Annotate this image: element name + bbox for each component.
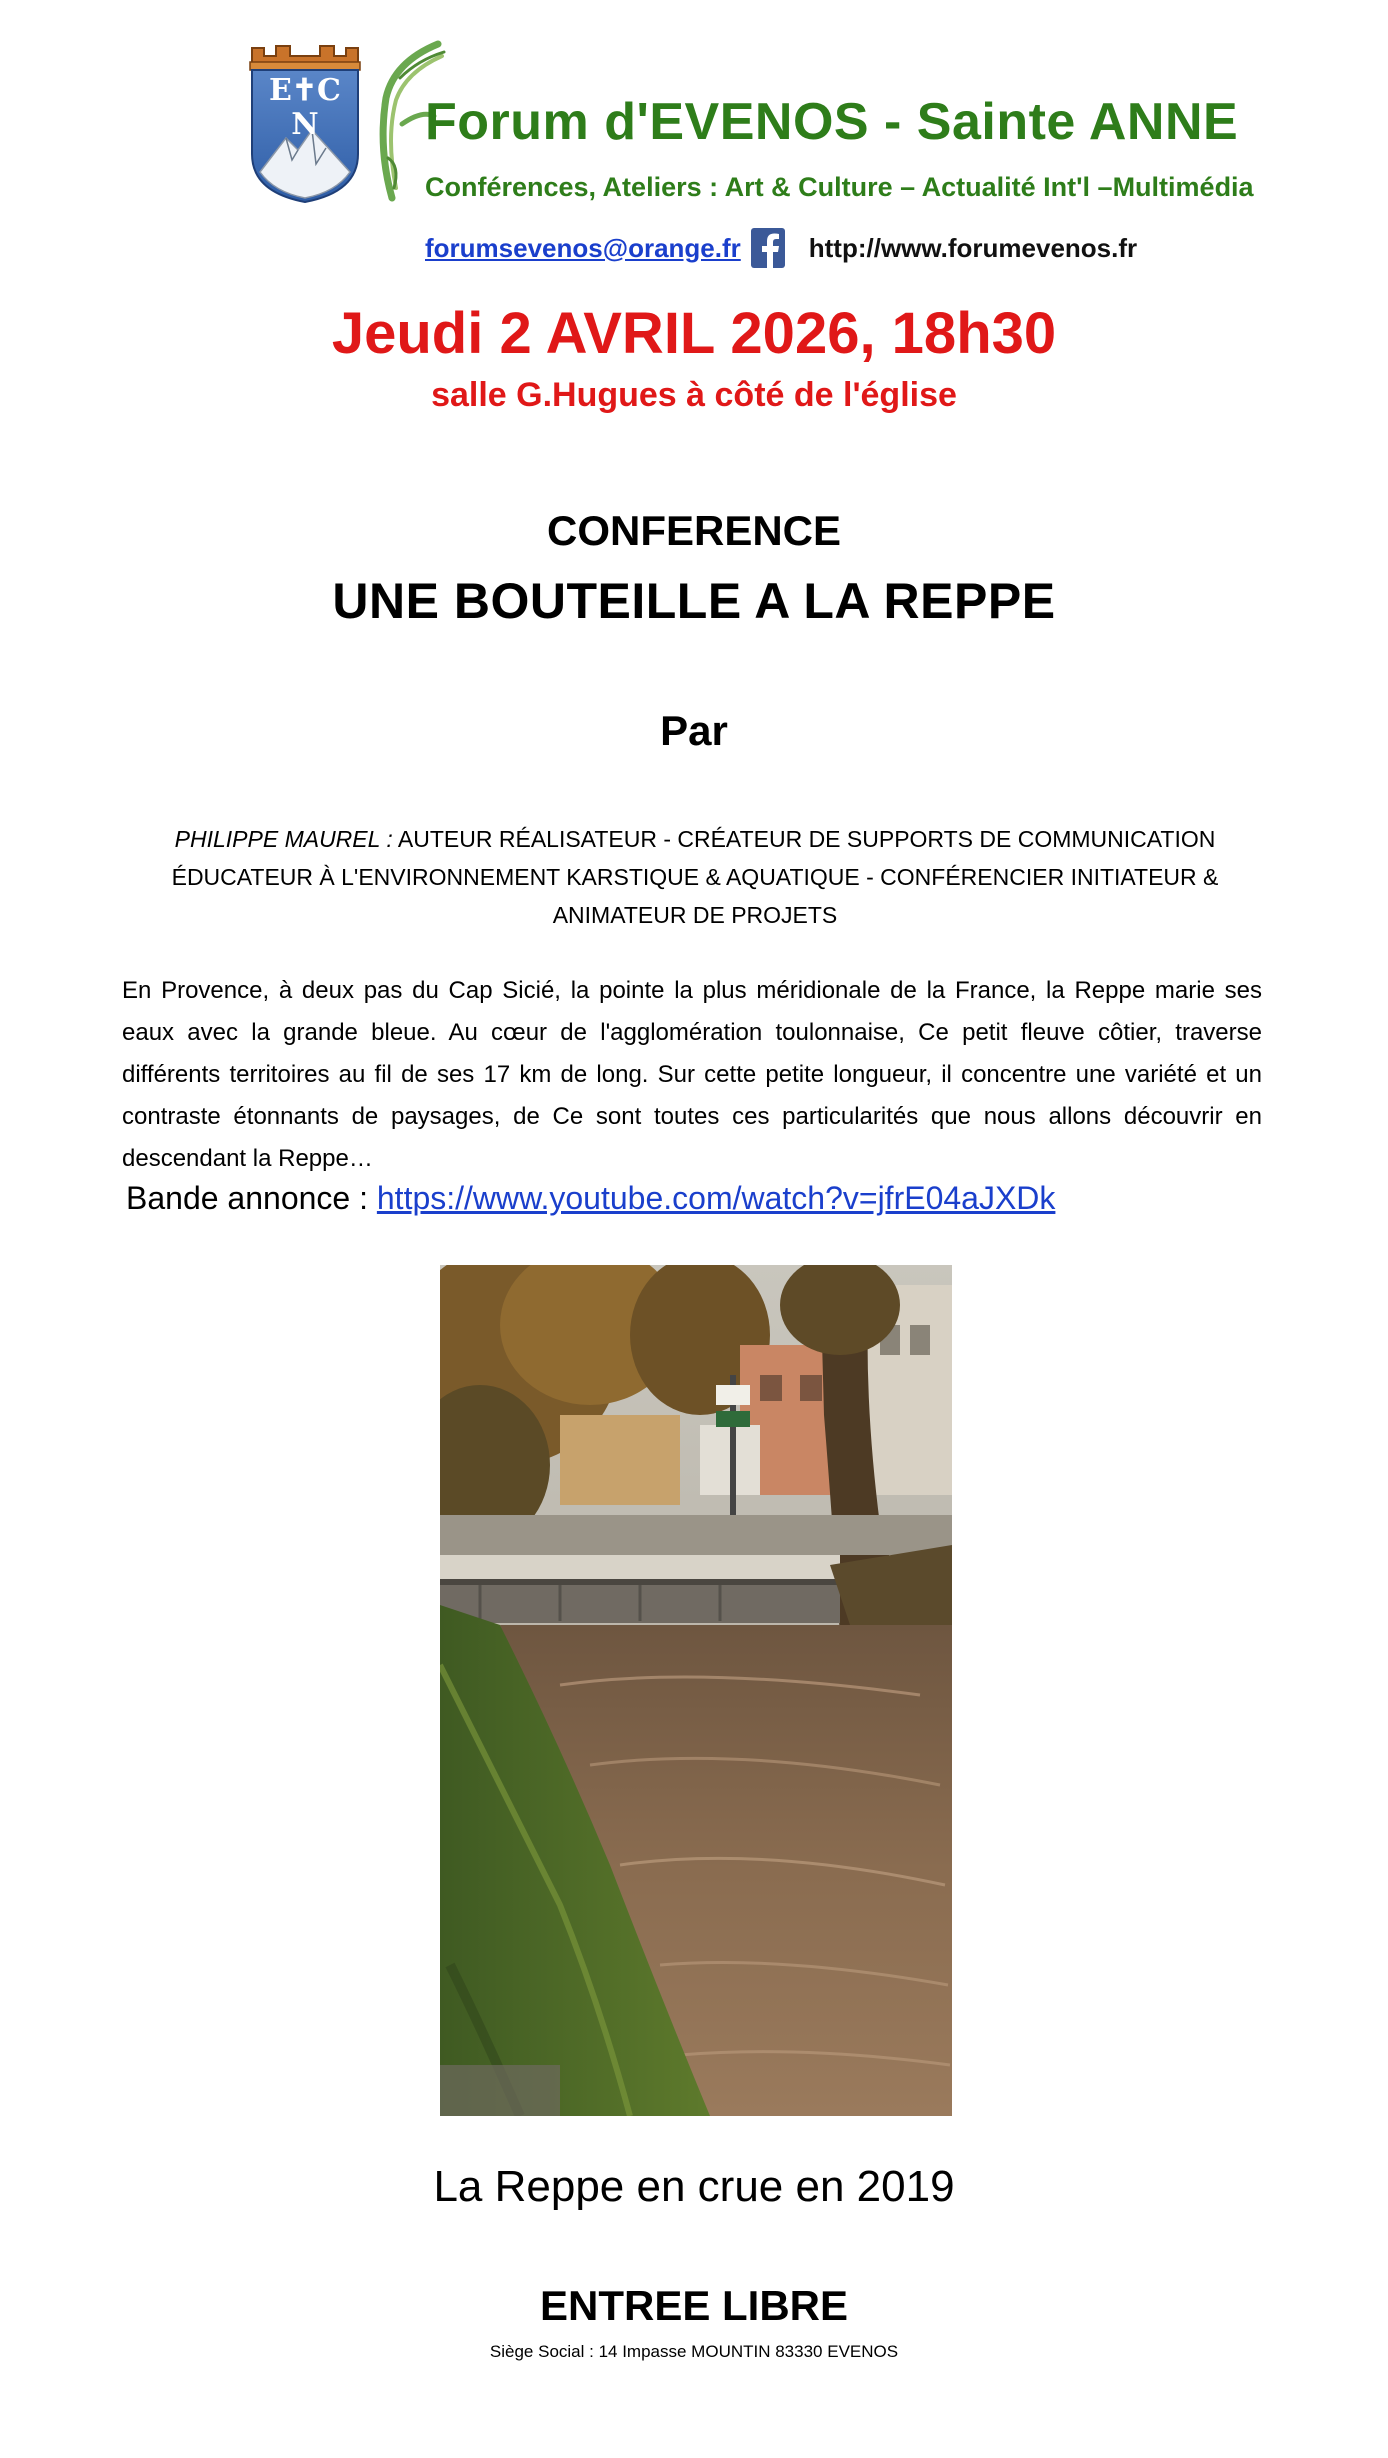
photo-caption: La Reppe en crue en 2019 <box>433 2162 955 2211</box>
website-url[interactable]: http://www.forumevenos.fr <box>808 232 1138 263</box>
crest-letters-bottom: N <box>291 107 319 142</box>
evenos-crest-logo <box>246 42 364 204</box>
event-venue: salle G.Hugues à côté de l'église <box>431 376 957 414</box>
river-flood-photo <box>440 1265 952 2116</box>
contact-row <box>425 228 1137 268</box>
facebook-icon[interactable] <box>751 228 785 268</box>
email-link[interactable]: forumsevenos@orange.fr <box>425 232 741 263</box>
free-entry-label: ENTREE LIBRE <box>539 2282 849 2329</box>
speaker-roles: AUTEUR RÉALISATEUR - CRÉATEUR DE SUPPORTS DE COMMUNICATION ÉDUCATEUR À L'ENVIRONNEMENT KARSTIQUE & AQUATIQUE - CONFÉRENCIER INITIATEUR & ANIMATEUR DE PROJETS <box>171 826 1219 928</box>
event-date-time: Jeudi 2 AVRIL 2026, 18h30 <box>331 301 1057 366</box>
speaker-name: PHILIPPE MAUREL : <box>174 826 393 852</box>
conference-label: CONFERENCE <box>546 507 842 554</box>
org-name: Forum d'EVENOS - Sainte ANNE <box>425 93 1239 151</box>
trailer-link[interactable]: https://www.youtube.com/watch?v=jfrE04aJXDk <box>376 1180 1056 1216</box>
trailer-row <box>126 1180 1055 1217</box>
org-tagline: Conférences, Ateliers : Art & Culture – Actualité Int'l –Multimédia <box>425 172 1254 202</box>
speaker-info <box>120 820 1270 934</box>
trailer-label: Bande annonce : <box>126 1180 368 1216</box>
head-office-address: Siège Social : 14 Impasse MOUNTIN 83330 EVENOS <box>489 2342 899 2361</box>
conference-title: UNE BOUTEILLE A LA REPPE <box>332 573 1056 629</box>
by-label: Par <box>660 707 728 754</box>
crest-letters-top: E✝C <box>269 73 341 108</box>
conference-description: En Provence, à deux pas du Cap Sicié, la pointe la plus méridionale de la France, la Reppe marie ses eaux avec la grande bleue. Au cœur de l'agglomération toulonnaise, Ce petit fleuve côtier, traverse différents territoires au fil de ses 17 km de long. Sur cette petite longueur, il concentre une variété et un contraste étonnants de paysages, de Ce sont toutes ces particularités que nous allons découvrir en descendant la Reppe… <box>122 977 1262 1172</box>
